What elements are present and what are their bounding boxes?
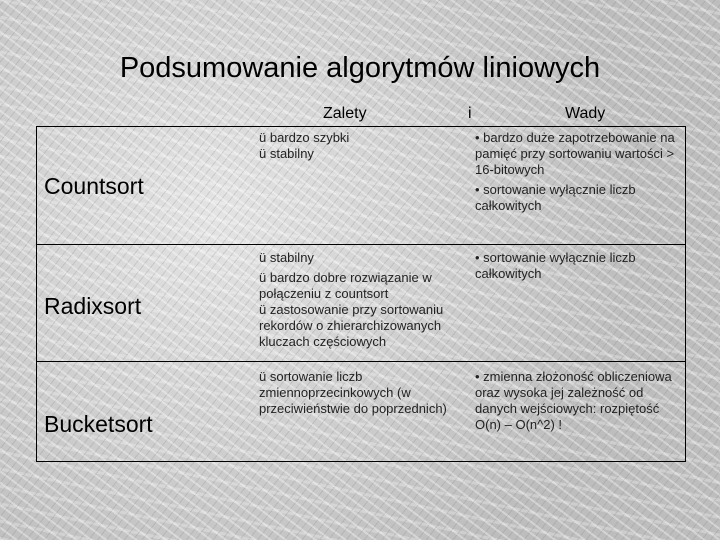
pros-item: ü bardzo szybki [259, 130, 350, 145]
pros-item: ü zastosowanie przy sortowaniu rekordów o zhierarchizowanych kluczach częściowych [259, 302, 444, 349]
row-divider [36, 361, 686, 362]
cons-item: • sortowanie wyłącznie liczb całkowitych [475, 182, 636, 213]
row-label-radixsort: Radixsort [44, 293, 142, 319]
cons-item: • zmienna złożoność obliczeniowa oraz wysoka jej zależność od danych wejściowych: rozpiętość O(n) – O(n^2) ! [475, 369, 672, 432]
table-left-border [36, 126, 37, 462]
slide-title: Podsumowanie algorytmów liniowych [119, 52, 601, 84]
pros-cell-radixsort [259, 250, 465, 350]
pros-item: ü stabilny [259, 146, 314, 161]
table-bottom-border [36, 461, 686, 462]
cons-cell-radixsort [475, 250, 681, 282]
cons-item: • sortowanie wyłącznie liczb całkowitych [475, 250, 636, 281]
row-label-bucketsort: Bucketsort [44, 411, 153, 437]
pros-item: ü sortowanie liczb zmiennoprzecinkowych (w przeciwieństwie do poprzednich) [259, 369, 447, 416]
cons-item: • bardzo duże zapotrzebowanie na pamięć przy sortowaniu wartości > 16-bitowych [475, 130, 675, 177]
pros-cell-countsort [259, 130, 465, 162]
header-pros: Zalety [323, 105, 367, 122]
row-divider [36, 244, 686, 245]
header-and: i [468, 105, 472, 122]
row-label-countsort: Countsort [44, 173, 144, 199]
table-right-border [685, 126, 686, 462]
pros-cell-bucketsort [259, 369, 465, 417]
header-cons: Wady [565, 105, 606, 122]
table-top-border [36, 126, 686, 127]
pros-item: ü bardzo dobre rozwiązanie w połączeniu z countsort [259, 270, 432, 301]
cons-cell-countsort [475, 130, 681, 214]
cons-cell-bucketsort [475, 369, 681, 433]
pros-item: ü stabilny [259, 250, 314, 265]
